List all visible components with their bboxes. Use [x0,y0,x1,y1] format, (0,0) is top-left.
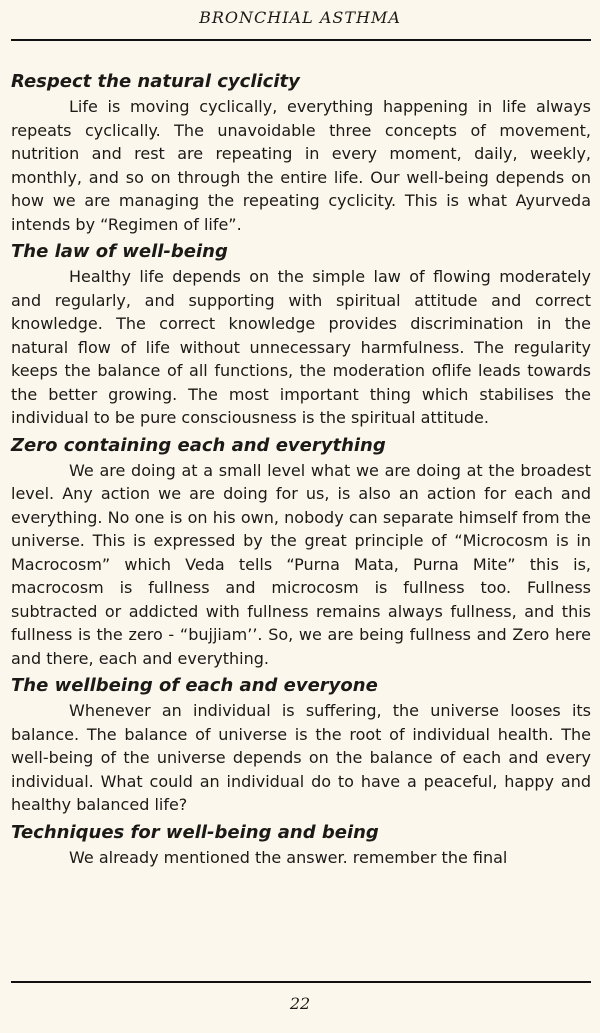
section-paragraph: Healthy life depends on the simple law of flowing moderately and regularly, and supporting with spiritual attitude and correct knowledge. The correct knowledge provides discrimination in the natural flow of life without unnecessary harmfulness. The regularity keeps the balance of all functions, the moderation oflife leads towards the better growing. The most important thing which stabilises the individual to be pure consciousness is the spiritual attitude. [11,267,591,427]
section-techniques [11,819,591,870]
section-heading: Respect the natural cyclicity [11,71,300,92]
page-body [11,68,591,871]
section-heading: The law of well-being [11,241,228,262]
section-paragraph: We are doing at a small level what we are doing at the broadest level. Any action we are doing for us, is also an action for each and everything. No one is on his own, nobody can separate himself from the universe. This is expressed by the great principle of “Microcosm is in Macrocosm” which Veda tells “Purna Mata, Purna Mite” this is, macrocosm is fullness and microcosm is fullness too. Fullness subtracted or addicted with fullness remains always fullness, and this fullness is the zero - “bujjiam’’. So, we are being fullness and Zero here and there, each and everything. [11,460,591,668]
section-heading: The wellbeing of each and everyone [11,675,378,696]
section-paragraph: We already mentioned the answer. remember the final [69,847,508,867]
page-number: 22 [289,994,311,1013]
section-zero-containing [11,432,591,671]
section-heading: Techniques for well-being and being [11,821,379,843]
section-heading: Zero containing each and everything [11,434,386,456]
section-law-of-wellbeing [11,238,591,430]
running-head-title: BRONCHIAL ASTHMA [199,8,401,27]
section-paragraph: Life is moving cyclically, everything happening in life always repeats cyclically. The unavoidable three concepts of movement, nutrition and rest are repeating in every moment, daily, weekly, monthly, and so on through the entire life. Our well-being depends on how we are managing the repeating cyclicity. This is what Ayurveda intends by “Regimen of life”. [11,97,591,234]
header-rule [11,39,591,41]
section-wellbeing-each [11,672,591,817]
section-respect-cyclicity [11,68,591,236]
section-paragraph: Whenever an individual is suffering, the universe looses its balance. The balance of universe is the root of individual health. The well-being of the universe depends on the balance of each and every individual. What could an individual do to have a peaceful, happy and healthy balanced life? [11,701,591,814]
footer-rule [11,981,591,983]
